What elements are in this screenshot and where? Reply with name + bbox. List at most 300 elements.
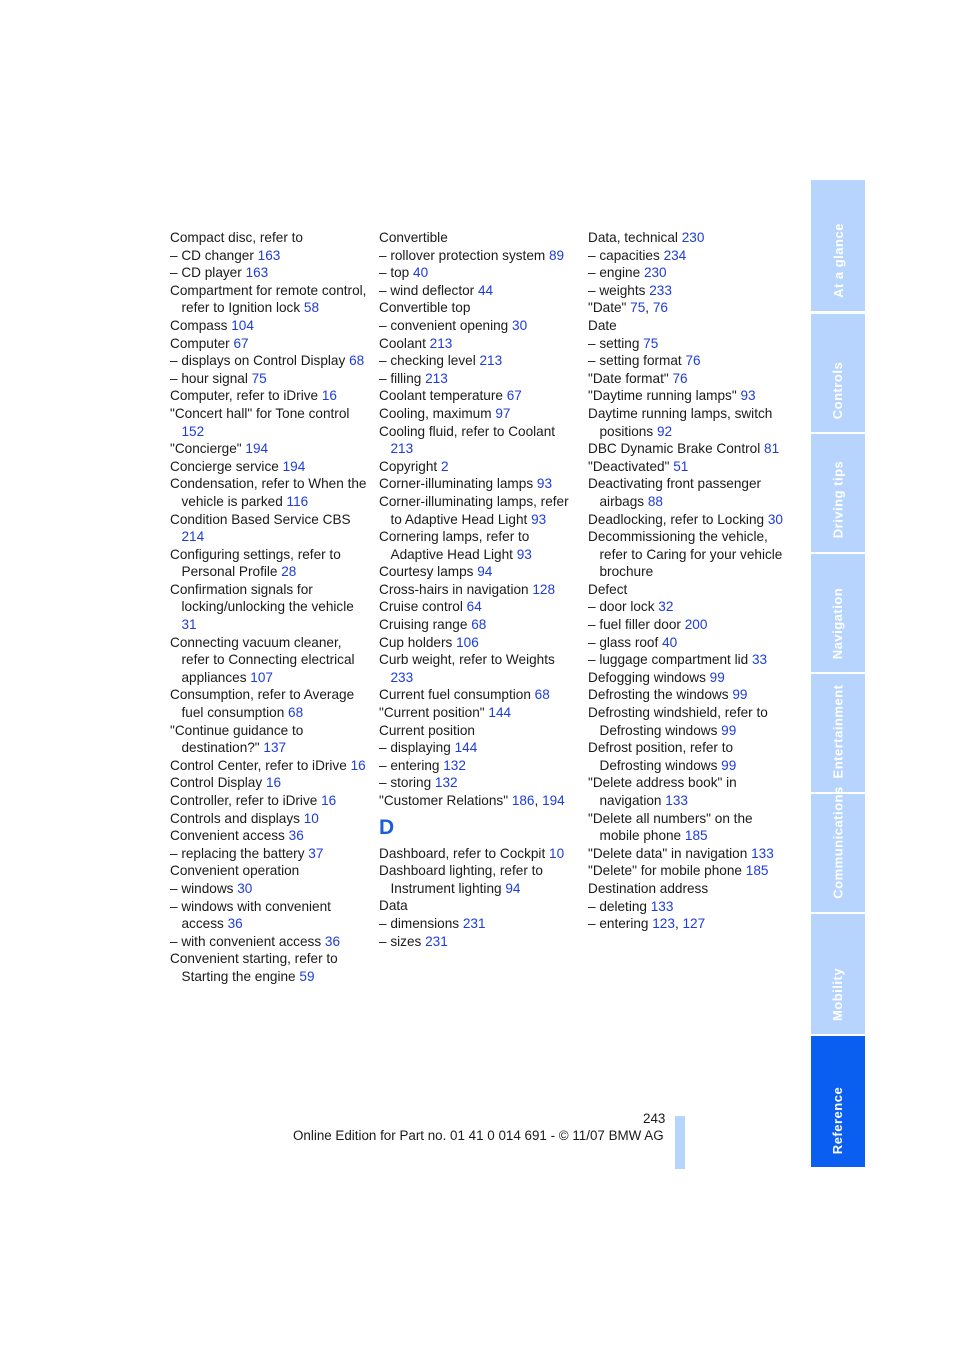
index-term: – displaying — [379, 740, 455, 756]
sidebar-tab-label: Reference — [830, 1086, 846, 1154]
index-entry — [588, 317, 788, 335]
index-entry — [170, 317, 370, 335]
index-entry — [379, 581, 574, 599]
index-term: – entering — [588, 916, 653, 932]
index-term: Defrosting the windows — [588, 687, 733, 703]
index-entry — [588, 704, 788, 739]
index-term: Convenient access — [170, 828, 289, 844]
page-link[interactable]: 163 — [245, 265, 269, 281]
page-link[interactable]: 33 — [751, 652, 768, 668]
index-entry — [588, 616, 788, 634]
page-link[interactable]: 99 — [732, 687, 748, 703]
index-term: Compass — [170, 317, 232, 333]
page-link[interactable]: 104 — [231, 317, 254, 333]
index-term: "Delete data" in navigation — [588, 845, 752, 861]
index-entry — [379, 387, 574, 405]
index-term: Copyright — [379, 458, 441, 474]
index-entry — [588, 440, 788, 458]
index-entry — [379, 845, 574, 863]
index-term: – checking level — [379, 353, 480, 369]
index-entry — [588, 475, 788, 510]
index-entry — [379, 739, 574, 757]
page-link[interactable]: 186 — [511, 793, 535, 808]
index-entry — [588, 651, 788, 669]
index-entry — [588, 898, 788, 916]
index-entry — [170, 792, 370, 810]
page-link[interactable]: 200 — [684, 617, 708, 633]
index-entry — [170, 511, 370, 546]
page-link[interactable]: 37 — [308, 845, 324, 861]
index-entry — [170, 686, 370, 721]
index-term: Cruising range — [379, 617, 472, 633]
sidebar-tab-mobility[interactable] — [811, 914, 865, 1034]
index-entry — [379, 282, 574, 300]
index-entry — [379, 335, 574, 353]
index-entry — [588, 370, 788, 388]
index-term: – weights — [588, 282, 650, 298]
index-term: Cruise control — [379, 599, 467, 615]
index-term: Concierge service — [170, 458, 283, 474]
page-link[interactable]: 213 — [425, 370, 448, 386]
index-entry — [170, 634, 370, 687]
index-term: "Delete address book" in navigation — [588, 775, 737, 808]
page-link[interactable]: 116 — [286, 493, 309, 509]
page-link[interactable]: 32 — [658, 599, 674, 615]
sidebar-tab-label: At a glance — [830, 222, 846, 298]
page-link[interactable]: 36 — [288, 828, 304, 844]
index-entry — [170, 405, 370, 440]
sidebar-tab-label: Controls — [830, 361, 846, 419]
index-term: – top — [379, 265, 414, 281]
index-entry — [170, 370, 370, 388]
index-entry — [170, 774, 370, 792]
index-entry — [379, 423, 574, 458]
sidebar-tab-at-a-glance[interactable] — [811, 180, 865, 311]
index-term: Corner-illuminating lamps, refer to Adaptive Head Light — [379, 493, 569, 527]
sidebar-tab-label: Communications — [830, 786, 846, 899]
index-term: Defogging windows — [588, 669, 710, 685]
index-entry — [588, 458, 788, 476]
index-entry — [170, 440, 370, 458]
index-term: Confirmation signals for locking/unlocking the vehicle — [170, 581, 354, 615]
index-term: – hour signal — [170, 370, 252, 386]
index-entry — [588, 264, 788, 282]
index-term: Dashboard, refer to Cockpit — [379, 845, 550, 861]
index-term: – CD changer — [170, 247, 258, 263]
footer-accent-bar — [675, 1116, 685, 1169]
index-term: Control Display — [170, 775, 266, 791]
page-link[interactable]: 231 — [425, 933, 448, 949]
page-link[interactable]: 230 — [643, 265, 667, 281]
page-link[interactable]: 75 — [630, 300, 646, 316]
index-term: "Delete all numbers" on the mobile phone — [588, 810, 753, 844]
page-link[interactable]: 28 — [281, 564, 297, 580]
index-term: Courtesy lamps — [379, 564, 478, 580]
page-link[interactable]: 93 — [740, 388, 756, 404]
index-term: Defrost position, refer to Defrosting windows — [588, 740, 734, 773]
index-term: – dimensions — [379, 915, 463, 931]
index-entry — [379, 722, 574, 740]
index-entry — [588, 845, 788, 863]
index-entry — [170, 950, 370, 985]
index-column-2 — [379, 229, 574, 950]
page-link[interactable]: 137 — [263, 740, 287, 756]
index-entry — [588, 739, 788, 774]
page-link[interactable]: 30 — [512, 317, 528, 333]
page-link[interactable]: 144 — [488, 705, 512, 721]
page-link[interactable]: 76 — [685, 353, 701, 369]
page-link[interactable]: 40 — [413, 265, 429, 281]
page-link[interactable]: 213 — [429, 335, 453, 351]
index-entry — [170, 352, 370, 370]
index-entry — [379, 493, 574, 528]
index-term: – rollover protection system — [379, 247, 549, 263]
page-link[interactable]: 128 — [532, 581, 556, 597]
index-entry — [379, 370, 574, 388]
index-term: Data, technical — [588, 230, 682, 245]
page-link[interactable]: 81 — [764, 441, 780, 457]
index-entry — [379, 933, 574, 951]
page-link[interactable]: 76 — [652, 300, 668, 316]
index-term: Data — [379, 898, 408, 914]
index-entry — [170, 827, 370, 845]
index-term: Convertible — [379, 230, 448, 245]
index-term: "Concert hall" for Tone control — [170, 405, 350, 421]
page-link[interactable]: 75 — [643, 335, 659, 351]
index-entry — [379, 774, 574, 792]
page-link[interactable]: 10 — [549, 845, 565, 861]
index-entry — [588, 686, 788, 704]
index-term: Compartment for remote control, refer to Ignition lock — [170, 282, 367, 316]
index-term: Cross-hairs in navigation — [379, 581, 533, 597]
index-entry — [588, 634, 788, 652]
page-link[interactable]: 16 — [321, 388, 337, 404]
page-number: 243 — [643, 1111, 666, 1126]
index-entry — [379, 686, 574, 704]
index-entry — [588, 880, 788, 898]
index-term: Consumption, refer to Average fuel consumption — [170, 687, 355, 721]
index-term: Condensation, refer to When the vehicle is parked — [170, 476, 367, 509]
page-link[interactable]: 123 — [652, 916, 675, 932]
index-entry — [588, 335, 788, 353]
index-entry — [170, 722, 370, 757]
index-term: – filling — [379, 370, 426, 386]
index-term: Coolant — [379, 335, 430, 351]
index-entry — [170, 862, 370, 880]
index-entry — [379, 264, 574, 282]
index-entry — [588, 810, 788, 845]
page-link[interactable]: 16 — [265, 775, 282, 791]
index-entry — [588, 511, 788, 529]
index-entry — [588, 774, 788, 809]
index-column-3 — [588, 229, 788, 933]
index-term: "Daytime running lamps" — [588, 388, 741, 404]
index-term: Daytime running lamps, switch positions — [588, 405, 773, 439]
page-link[interactable]: 94 — [477, 564, 493, 580]
index-entry — [170, 810, 370, 828]
page-link[interactable]: 40 — [662, 634, 678, 650]
index-term: Convenient starting, refer to Starting the engine — [170, 951, 338, 984]
page-link[interactable]: 185 — [684, 828, 708, 844]
page-link[interactable]: 16 — [321, 793, 337, 808]
page-link[interactable]: 94 — [505, 880, 521, 896]
page-link[interactable]: 10 — [303, 810, 319, 826]
page-link[interactable]: 233 — [649, 282, 672, 298]
page-link[interactable]: 76 — [672, 370, 688, 386]
index-entry — [379, 247, 574, 265]
index-entry — [588, 581, 788, 599]
index-entry: "Customer Relations" 186, 194 — [379, 793, 565, 808]
page-link[interactable]: 59 — [299, 968, 315, 984]
page-link[interactable]: 231 — [462, 915, 486, 931]
index-term: – setting — [588, 335, 644, 351]
index-term: "Date" — [588, 300, 631, 316]
index-entry — [588, 352, 788, 370]
index-term: Computer, refer to iDrive — [170, 388, 322, 404]
index-term: DBC Dynamic Brake Control — [588, 441, 765, 457]
page-link[interactable]: 2 — [440, 458, 449, 474]
index-term: – glass roof — [588, 634, 663, 650]
page-link[interactable]: 132 — [443, 757, 466, 773]
index-term: Connecting vacuum cleaner, refer to Connecting electrical appliances — [170, 634, 355, 685]
page-link[interactable]: 68 — [349, 353, 365, 369]
page-link[interactable]: 194 — [245, 441, 269, 457]
index-entry — [170, 458, 370, 476]
index-term: Date — [588, 317, 617, 333]
index-entry — [379, 598, 574, 616]
index-entry — [379, 704, 574, 722]
index-entry — [379, 317, 574, 335]
page-link[interactable]: 30 — [237, 880, 253, 896]
index-entry — [170, 229, 370, 247]
page-link[interactable]: 99 — [721, 722, 737, 738]
page-link[interactable]: 68 — [534, 687, 550, 703]
index-term: "Customer Relations" — [379, 793, 512, 808]
index-entry — [379, 757, 574, 775]
index-term: – replacing the battery — [170, 845, 309, 861]
page-link[interactable]: 30 — [767, 511, 783, 527]
index-term: Cornering lamps, refer to Adaptive Head Light — [379, 529, 530, 562]
index-term: Decommissioning the vehicle, refer to Caring for your vehicle brochure — [588, 529, 783, 580]
page-link[interactable]: 67 — [233, 335, 249, 351]
page-link[interactable]: 36 — [227, 916, 243, 932]
index-entry — [588, 669, 788, 687]
sidebar-tab-label: Navigation — [830, 587, 846, 659]
page-link[interactable]: 234 — [663, 247, 687, 263]
index-term: – luggage compartment lid — [588, 652, 752, 668]
index-term: Convenient operation — [170, 863, 300, 879]
index-term: Deadlocking, refer to Locking — [588, 511, 768, 527]
index-term: Control Center, refer to iDrive — [170, 757, 351, 773]
page-link[interactable]: 194 — [282, 458, 306, 474]
index-term: Cooling, maximum — [379, 405, 496, 421]
index-entry — [170, 282, 370, 317]
index-term: Cup holders — [379, 634, 457, 650]
page-link[interactable]: 144 — [454, 740, 478, 756]
index-entry — [379, 528, 574, 563]
sidebar-tab-label: Entertainment — [830, 684, 846, 779]
index-entry — [379, 352, 574, 370]
page-link[interactable]: 93 — [536, 476, 553, 492]
page-link[interactable]: 194 — [542, 793, 565, 808]
page-link[interactable]: 133 — [751, 845, 774, 861]
page-link[interactable]: 99 — [709, 669, 725, 685]
page-link[interactable]: 36 — [324, 933, 341, 949]
index-term: Dashboard lighting, refer to Instrument lighting — [379, 863, 543, 896]
index-term: Convertible top — [379, 300, 471, 316]
index-term: "Deactivated" — [588, 458, 674, 474]
sidebar-tab-label: Mobility — [830, 967, 846, 1021]
page-link[interactable]: 97 — [495, 405, 511, 421]
page-link[interactable]: 185 — [745, 863, 769, 879]
index-entry — [379, 651, 574, 686]
page-link[interactable]: 214 — [181, 529, 205, 545]
index-term: – windows with convenient access — [170, 898, 331, 932]
page-link[interactable]: 64 — [466, 599, 482, 615]
index-term: – windows — [170, 880, 238, 896]
page-link[interactable]: 163 — [257, 247, 281, 263]
index-entry — [379, 475, 574, 493]
sidebar-tab-navigation[interactable] — [811, 554, 865, 672]
index-entry — [379, 563, 574, 581]
page-link[interactable]: 93 — [516, 546, 532, 562]
index-entry — [379, 229, 574, 247]
index-entry — [170, 546, 370, 581]
index-entry — [170, 757, 370, 775]
index-entry: "Date" 75, 76 — [588, 300, 668, 316]
index-term: Controls and displays — [170, 810, 304, 826]
page-link[interactable]: 16 — [350, 757, 366, 773]
page-link[interactable]: 107 — [250, 669, 273, 685]
index-term: – storing — [379, 775, 435, 791]
index-term: – sizes — [379, 933, 426, 949]
index-entry — [170, 247, 370, 265]
page-link[interactable]: 132 — [434, 775, 458, 791]
index-term: Defect — [588, 581, 628, 597]
index-term: Coolant temperature — [379, 388, 507, 404]
index-term: Cooling fluid, refer to Coolant — [379, 423, 556, 439]
sidebar-tab-reference[interactable] — [811, 1036, 865, 1167]
index-term: Current position — [379, 722, 475, 738]
index-entry — [379, 616, 574, 634]
index-entry — [588, 247, 788, 265]
index-entry — [588, 229, 788, 247]
index-term: – with convenient access — [170, 933, 325, 949]
section-letter: D — [379, 815, 395, 839]
index-term: – capacities — [588, 247, 664, 263]
page-link[interactable]: 75 — [251, 370, 267, 386]
page-link[interactable]: 127 — [682, 916, 706, 932]
index-term: Compact disc, refer to — [170, 230, 303, 245]
page-link[interactable]: 58 — [303, 300, 320, 316]
page-link[interactable]: 44 — [478, 282, 494, 298]
index-entry — [170, 581, 370, 634]
page-link[interactable]: 68 — [288, 705, 304, 721]
index-entry — [588, 282, 788, 300]
index-entry — [379, 299, 574, 317]
index-term: Controller, refer to iDrive — [170, 793, 322, 808]
page-link[interactable]: 133 — [665, 793, 688, 808]
page-link[interactable]: 92 — [656, 423, 673, 439]
index-term: – convenient opening — [379, 317, 513, 333]
index-entry — [588, 598, 788, 616]
page-link[interactable]: 88 — [647, 493, 663, 509]
index-term: "Concierge" — [170, 441, 246, 457]
sidebar-tab-entertainment[interactable] — [811, 674, 865, 792]
index-term: – deleting — [588, 898, 651, 914]
page-link[interactable]: 99 — [721, 757, 737, 773]
index-term: – CD player — [170, 265, 246, 281]
index-entry — [170, 898, 370, 933]
index-term: Current fuel consumption — [379, 687, 535, 703]
page-link[interactable]: 31 — [181, 617, 197, 633]
index-entry — [170, 387, 370, 405]
page-link[interactable]: 89 — [549, 247, 565, 263]
page-link[interactable]: 133 — [650, 898, 674, 914]
index-term: – fuel filler door — [588, 617, 685, 633]
page-link[interactable]: 93 — [531, 511, 547, 527]
index-term: Configuring settings, refer to Personal Profile — [170, 546, 341, 580]
index-term: Destination address — [588, 880, 709, 896]
page-link[interactable]: 67 — [506, 388, 522, 404]
page-link[interactable]: 106 — [456, 634, 479, 650]
index-term: – door lock — [588, 599, 659, 615]
page-link[interactable]: 51 — [673, 458, 689, 474]
index-entry — [588, 528, 788, 581]
index-entry — [379, 458, 574, 476]
page-link[interactable]: 213 — [390, 441, 414, 457]
index-term: "Date format" — [588, 370, 673, 386]
index-term: Computer — [170, 335, 234, 351]
sidebar-tab-label: Driving tips — [830, 460, 846, 539]
sidebar-tab-controls[interactable] — [811, 314, 865, 432]
page-link[interactable]: 230 — [681, 230, 705, 245]
index-entry — [170, 845, 370, 863]
index-entry — [588, 405, 788, 440]
index-entry — [170, 475, 370, 510]
index-entry — [379, 897, 574, 915]
index-entry — [170, 264, 370, 282]
edition-line: Online Edition for Part no. 01 41 0 014 691 - © 11/07 BMW AG — [293, 1128, 664, 1143]
sidebar-tab-driving-tips[interactable] — [811, 434, 865, 552]
index-term: Curb weight, refer to Weights — [379, 652, 555, 668]
index-entry — [170, 880, 370, 898]
index-term: – displays on Control Display — [170, 353, 350, 369]
index-entry — [588, 862, 788, 880]
index-term: – entering — [379, 757, 444, 773]
page-link[interactable]: 233 — [390, 669, 414, 685]
index-term: "Current position" — [379, 705, 489, 721]
index-term: – engine — [588, 265, 644, 281]
index-entry — [379, 634, 574, 652]
index-term: Corner-illuminating lamps — [379, 476, 537, 492]
index-entry — [170, 335, 370, 353]
index-term: – wind deflector — [379, 282, 478, 298]
sidebar-tab-communications[interactable] — [811, 786, 865, 912]
index-term: Deactivating front passenger airbags — [588, 476, 762, 509]
index-term: "Delete" for mobile phone — [588, 863, 746, 879]
page-link[interactable]: 152 — [181, 423, 205, 439]
index-entry — [379, 405, 574, 423]
index-term: "Continue guidance to destination?" — [170, 722, 304, 756]
page-link[interactable]: 68 — [471, 617, 487, 633]
index-entry — [379, 915, 574, 933]
index-term: – setting format — [588, 353, 686, 369]
index-entry — [170, 933, 370, 951]
page-link[interactable]: 213 — [479, 353, 503, 369]
index-entry — [588, 387, 788, 405]
index-entry — [379, 862, 574, 897]
